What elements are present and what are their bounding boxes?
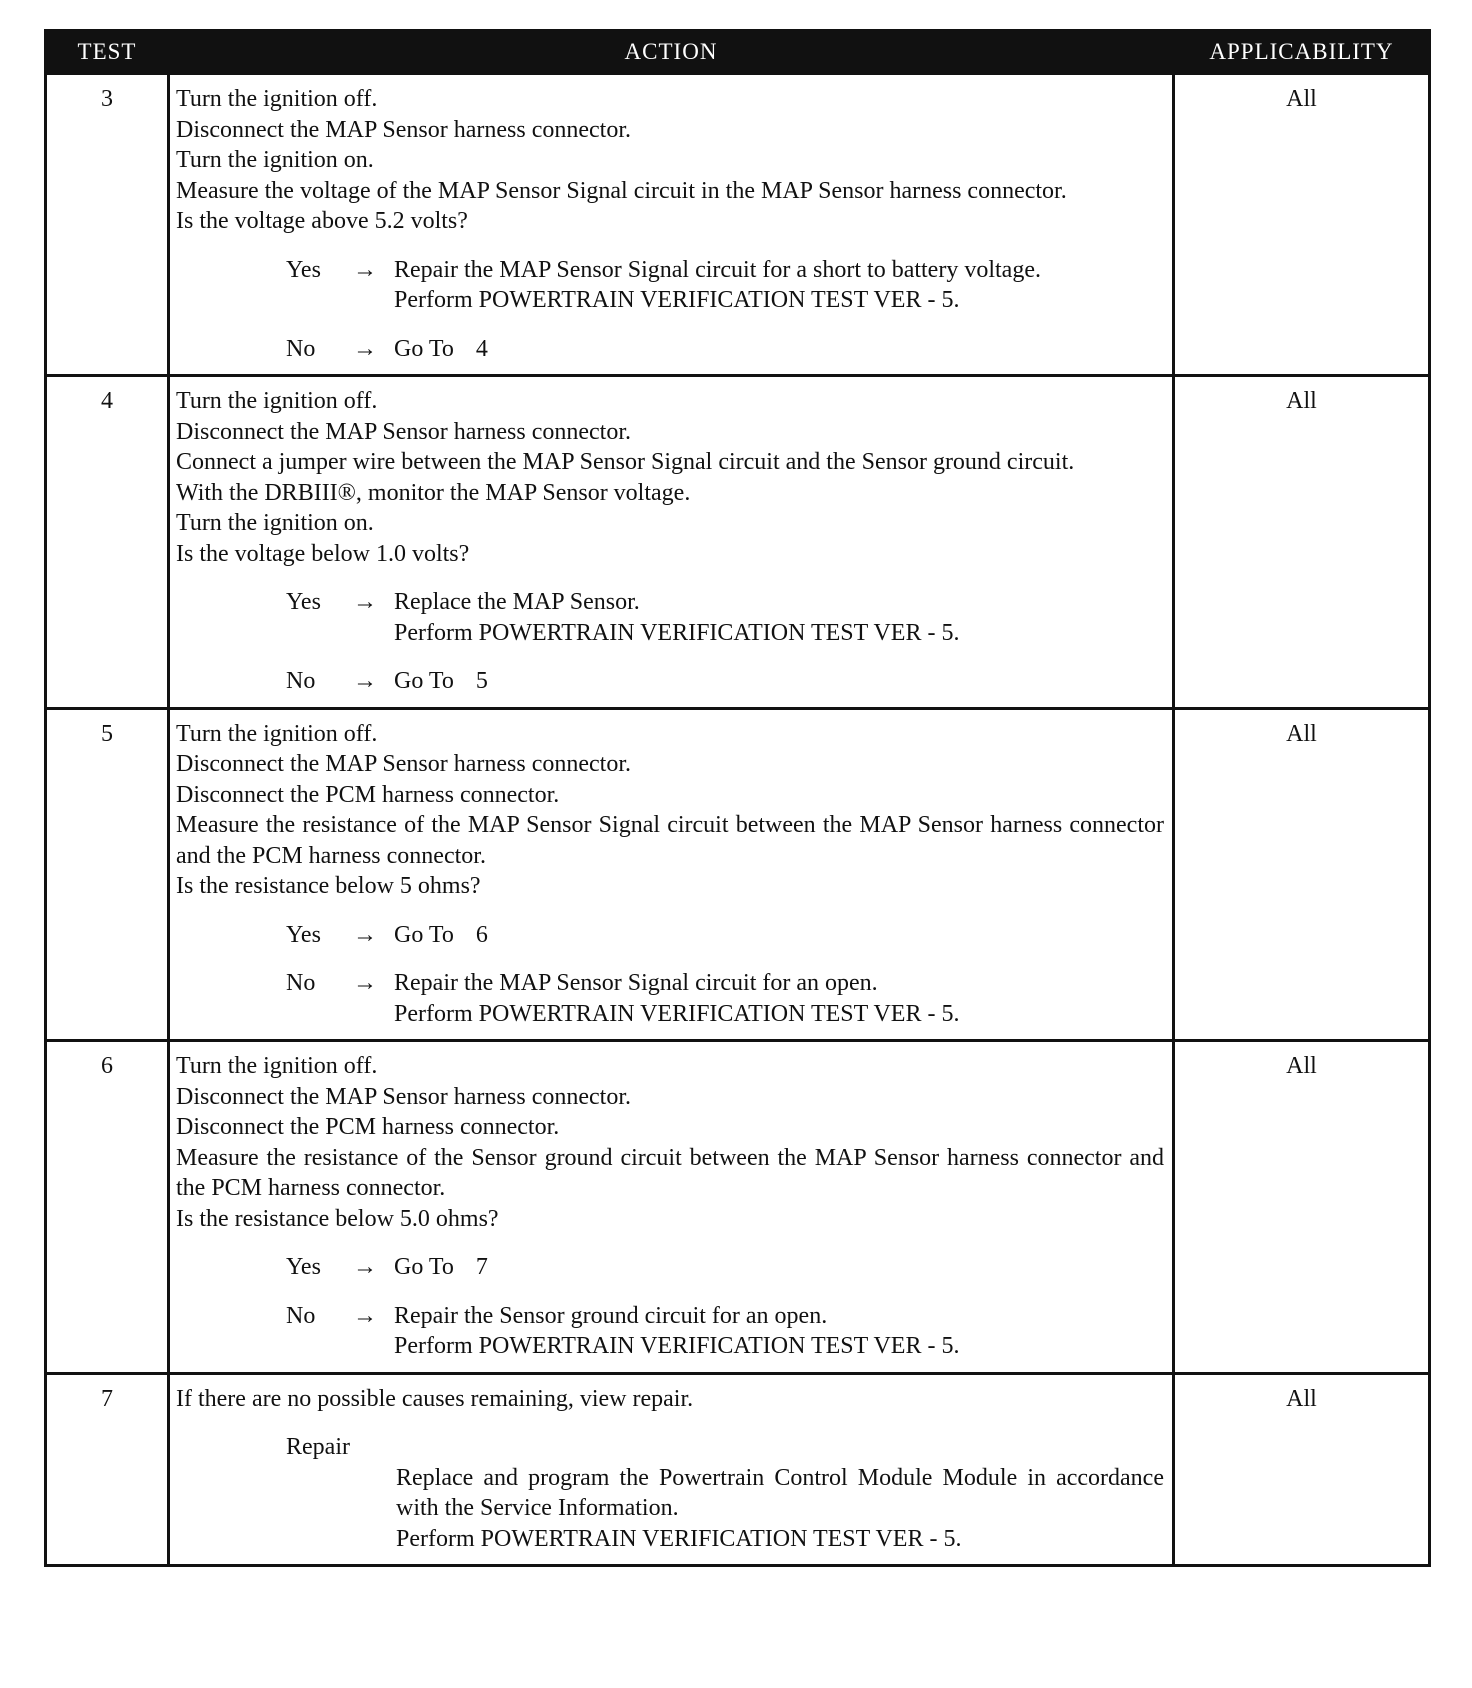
goto-link[interactable]: Go To (394, 1254, 454, 1280)
outcome-body (394, 587, 1164, 648)
arrow-right-icon: → (353, 1302, 377, 1329)
action-step: Turn the ignition on. (176, 147, 374, 173)
goto-number[interactable]: 5 (475, 668, 488, 694)
no-label: No (286, 668, 316, 694)
outcome-text: Repair the MAP Sensor Signal circuit for an open. (394, 970, 878, 996)
outcome-body (394, 920, 1164, 951)
action-step: Disconnect the PCM harness connector. (176, 1114, 560, 1140)
action-step: Measure the resistance of the MAP Sensor Signal circuit between the MAP Sensor harness connector and the PCM harness connector. (176, 812, 1164, 869)
goto-number[interactable]: 6 (475, 921, 488, 948)
yes-outcome (286, 1252, 1164, 1283)
applicability-value: All (1174, 1041, 1430, 1374)
goto-number[interactable]: 7 (475, 1254, 488, 1280)
arrow-right-icon: → (353, 970, 377, 996)
arrow-right-icon: → (353, 668, 377, 694)
table-row (46, 708, 1430, 1041)
action-step: Measure the resistance of the Sensor ground circuit between the MAP Sensor harness connector and the PCM harness connector. (176, 1144, 1164, 1201)
no-outcome (286, 666, 1164, 697)
goto-number[interactable]: 4 (475, 335, 488, 362)
no-label: No (286, 970, 316, 996)
outcome-text: Perform POWERTRAIN VERIFICATION TEST VER - 5. (394, 287, 960, 313)
action-step: Turn the ignition off. (176, 388, 378, 414)
action-step: Turn the ignition on. (176, 510, 374, 536)
goto-link[interactable]: Go To (394, 335, 454, 362)
no-outcome (286, 968, 1164, 1029)
action-step: Is the resistance below 5.0 ohms? (176, 1205, 499, 1232)
goto-link[interactable]: Go To (394, 921, 454, 948)
action-step: Disconnect the PCM harness connector. (176, 781, 560, 808)
applicability-value: All (1174, 74, 1430, 376)
no-label: No (286, 335, 316, 362)
test-number: 7 (46, 1373, 169, 1566)
repair-text: Replace and program the Powertrain Control Module Module in accordance with the Service Information. (396, 1464, 1164, 1521)
test-number: 6 (46, 1041, 169, 1374)
action-step: Is the voltage below 1.0 volts? (176, 540, 470, 567)
arrow-right-icon: → (353, 921, 377, 948)
action-step: Disconnect the MAP Sensor harness connector. (176, 418, 632, 445)
action-step: Disconnect the MAP Sensor harness connector. (176, 116, 632, 143)
action-step: Turn the ignition off. (176, 1053, 378, 1079)
outcome-text: Replace the MAP Sensor. (394, 589, 640, 615)
action-step: Connect a jumper wire between the MAP Sensor Signal circuit and the Sensor ground circuit. (176, 449, 1075, 475)
applicability-value: All (1174, 708, 1430, 1041)
table-row (46, 376, 1430, 709)
header-applicability: APPLICABILITY (1174, 31, 1430, 74)
outcome-text: Repair the MAP Sensor Signal circuit for a short to battery voltage. (394, 256, 1041, 283)
action-step: With the DRBIII®, monitor the MAP Sensor voltage. (176, 479, 691, 506)
outcome-body (394, 666, 1164, 697)
table-row (46, 1373, 1430, 1566)
outcome-body (394, 1252, 1164, 1283)
table-header (46, 31, 1430, 74)
action-step: If there are no possible causes remaining, view repair. (176, 1385, 694, 1412)
action-step: Is the voltage above 5.2 volts? (176, 208, 468, 234)
yes-label: Yes (286, 589, 321, 615)
action-cell (169, 1373, 1174, 1566)
action-cell (169, 376, 1174, 709)
table-row (46, 74, 1430, 376)
outcome-body (394, 255, 1164, 316)
applicability-value: All (1174, 376, 1430, 709)
goto-link[interactable]: Go To (394, 668, 454, 694)
no-outcome (286, 334, 1164, 365)
outcome-text: Perform POWERTRAIN VERIFICATION TEST VER - 5. (394, 1000, 960, 1027)
no-label: No (286, 1302, 316, 1329)
action-step: Disconnect the MAP Sensor harness connector. (176, 1083, 632, 1110)
arrow-right-icon: → (353, 335, 377, 362)
outcome-text: Perform POWERTRAIN VERIFICATION TEST VER - 5. (394, 619, 960, 646)
yes-outcome (286, 255, 1164, 316)
action-cell (169, 74, 1174, 376)
test-number: 4 (46, 376, 169, 709)
applicability-value: All (1174, 1373, 1430, 1566)
outcome-body (394, 968, 1164, 1029)
yes-label: Yes (286, 1254, 321, 1280)
action-cell (169, 1041, 1174, 1374)
yes-outcome (286, 587, 1164, 648)
table-row (46, 1041, 1430, 1374)
repair-text: Perform POWERTRAIN VERIFICATION TEST VER - 5. (396, 1525, 962, 1552)
test-number: 5 (46, 708, 169, 1041)
arrow-right-icon: → (353, 1254, 377, 1280)
header-action: ACTION (169, 31, 1174, 74)
yes-label: Yes (286, 256, 321, 283)
header-test: TEST (46, 31, 169, 74)
arrow-right-icon: → (353, 589, 377, 615)
action-step: Is the resistance below 5 ohms? (176, 873, 481, 899)
action-cell (169, 708, 1174, 1041)
outcome-text: Perform POWERTRAIN VERIFICATION TEST VER - 5. (394, 1333, 960, 1359)
action-step: Turn the ignition off. (176, 720, 378, 747)
outcome-body (394, 1301, 1164, 1362)
diagnostic-test-table (44, 29, 1431, 1567)
arrow-right-icon: → (353, 256, 377, 283)
no-outcome (286, 1301, 1164, 1362)
outcome-body (394, 334, 1164, 365)
yes-label: Yes (286, 921, 321, 948)
yes-outcome (286, 920, 1164, 951)
outcome-text: Repair the Sensor ground circuit for an open. (394, 1302, 828, 1329)
action-step: Turn the ignition off. (176, 86, 378, 112)
action-step: Measure the voltage of the MAP Sensor Signal circuit in the MAP Sensor harness connector. (176, 177, 1067, 204)
action-step: Disconnect the MAP Sensor harness connector. (176, 751, 632, 777)
test-number: 3 (46, 74, 169, 376)
repair-label: Repair (286, 1434, 350, 1460)
